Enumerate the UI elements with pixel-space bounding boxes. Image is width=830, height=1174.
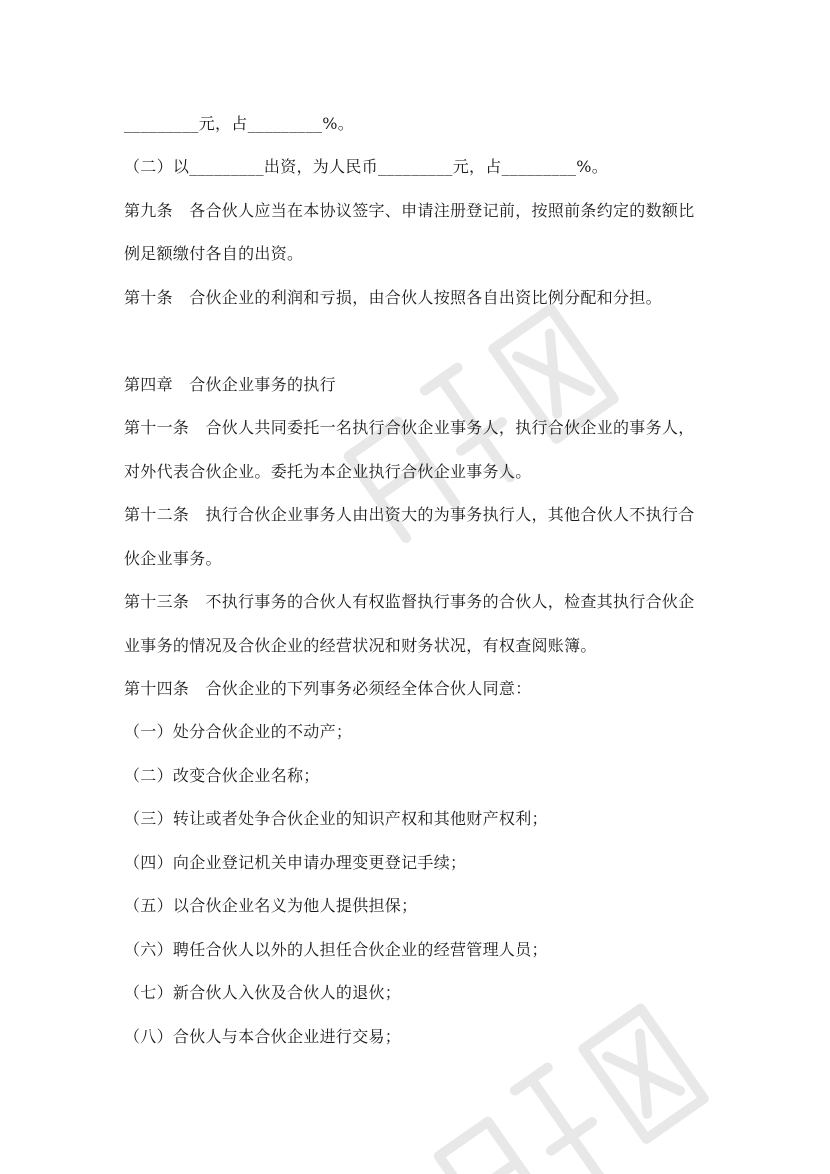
text-line: 第十三条 不执行事务的合伙人有权监督执行事务的合伙人，检查其执行合伙企 bbox=[124, 592, 695, 611]
chapter-heading: 第四章 合伙企业事务的执行 bbox=[124, 375, 336, 394]
text-line: 伙企业事务。 bbox=[124, 549, 222, 568]
text-line: _________元，占_________%。 bbox=[124, 114, 355, 133]
list-item: （二）改变合伙企业名称； bbox=[124, 766, 320, 785]
list-item: （五）以合伙企业名义为他人提供担保； bbox=[124, 896, 418, 915]
text-line: 第十一条 合伙人共同委托一名执行合伙企业事务人，执行合伙企业的事务人， bbox=[124, 418, 695, 437]
text-line: 例足额缴付各自的出资。 bbox=[124, 244, 304, 263]
list-item: （四）向企业登记机关申请办理变更登记手续； bbox=[124, 853, 467, 872]
list-item: （三）转让或者处争合伙企业的知识产权和其他财产权利； bbox=[124, 809, 548, 828]
text-line: （二）以_________出资，为人民币_________元，占_________%。 bbox=[124, 157, 609, 176]
text-line: 第十条 合伙企业的利润和亏损，由合伙人按照各自出资比例分配和分担。 bbox=[124, 288, 662, 307]
text-line: 对外代表合伙企业。委托为本企业执行合伙企业事务人。 bbox=[124, 462, 532, 481]
list-item: （七）新合伙人入伙及合伙人的退伙； bbox=[124, 983, 402, 1002]
text-line: 业事务的情况及合伙企业的经营状况和财务状况，有权查阅账簿。 bbox=[124, 636, 597, 655]
text-line: 第十四条 合伙企业的下列事务必须经全体合伙人同意： bbox=[124, 679, 532, 698]
list-item: （一）处分合伙企业的不动产； bbox=[124, 722, 353, 741]
list-item: （六）聘任合伙人以外的人担任合伙企业的经营管理人员； bbox=[124, 940, 548, 959]
list-item: （八）合伙人与本合伙企业进行交易； bbox=[124, 1027, 402, 1046]
text-line: 第九条 各合伙人应当在本协议签字、申请注册登记前，按照前条约定的数额比 bbox=[124, 201, 695, 220]
text-line: 第十二条 执行合伙企业事务人由出资大的为事务执行人，其他合伙人不执行合 bbox=[124, 505, 695, 524]
